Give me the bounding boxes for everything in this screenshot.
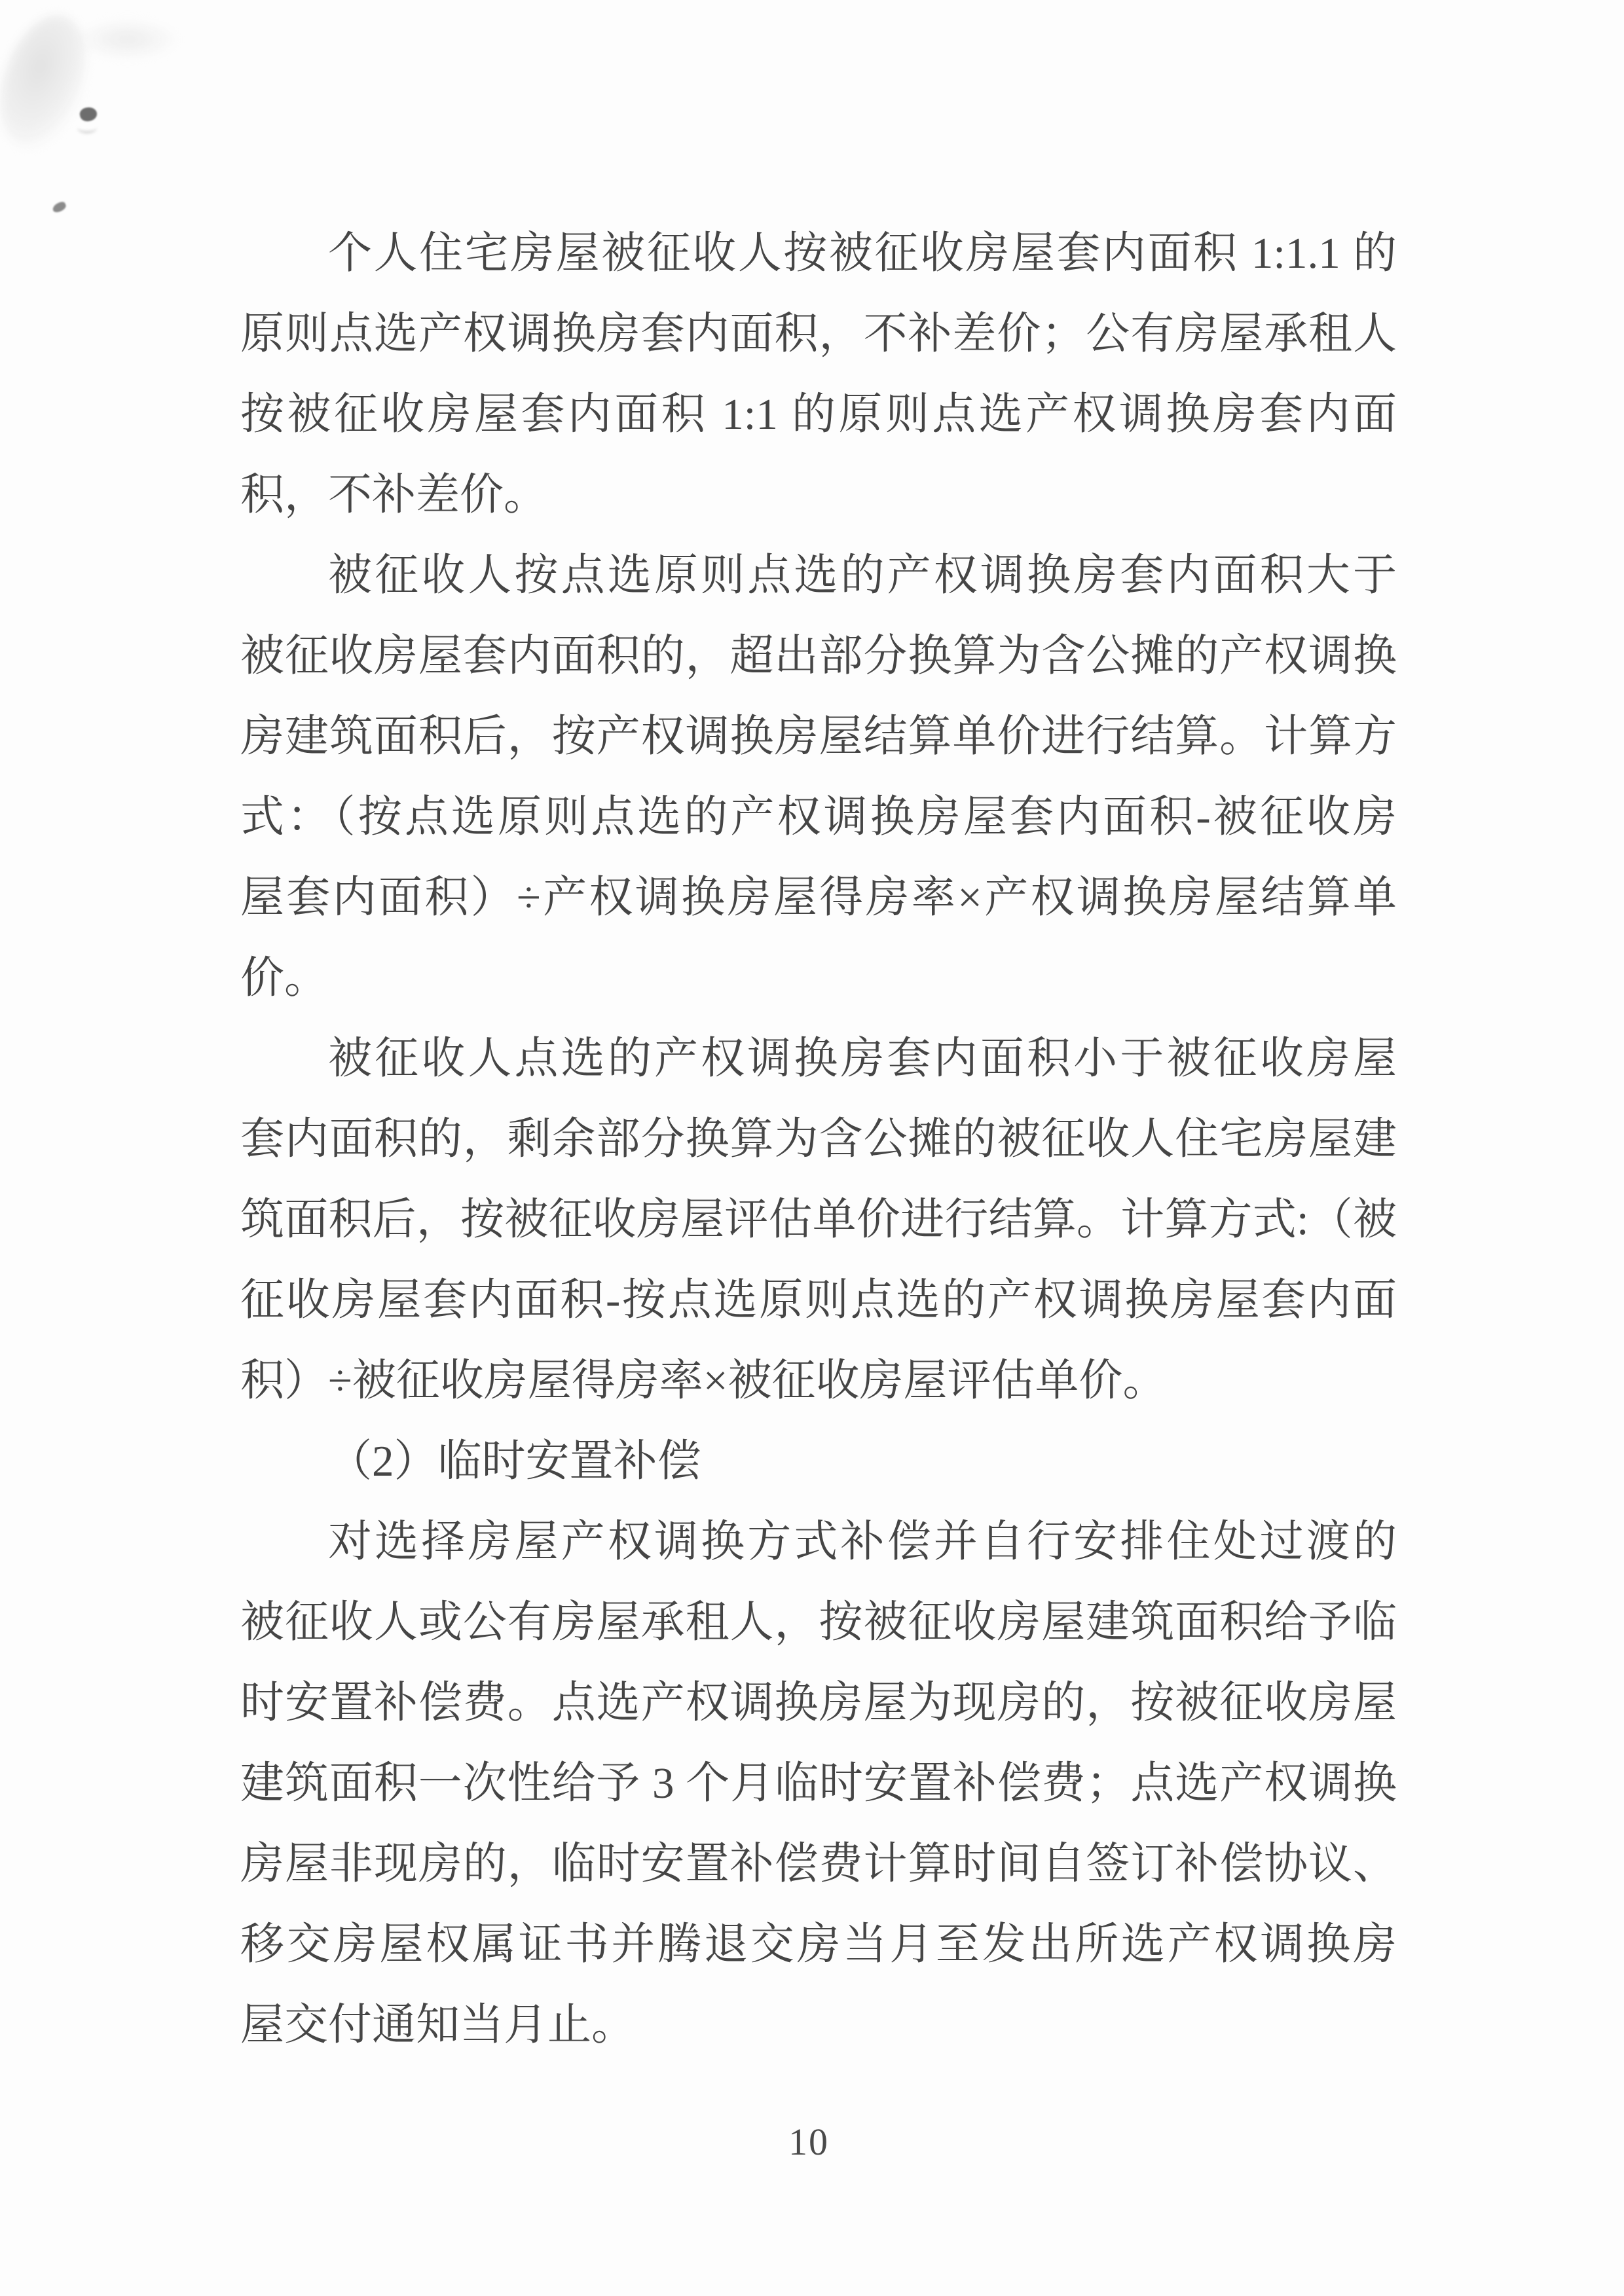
text-line: 屋交付通知当月止。 <box>240 2001 635 2049</box>
text-line: 积）÷被征收房屋得房率×被征收房屋评估单价。 <box>240 1357 1167 1405</box>
text-line: 筑面积后，按被征收房屋评估单价进行结算。计算方式:（被 <box>240 1195 1397 1244</box>
text-line: 按被征收房屋套内面积 1:1 的原则点选产权调换房套内面 <box>240 390 1397 439</box>
text-line: 移交房屋权属证书并腾退交房当月至发出所选产权调换房 <box>240 1920 1397 1969</box>
text-line: 积，不补差价。 <box>240 471 547 519</box>
text-line: 套内面积的，剩余部分换算为含公摊的被征收人住宅房屋建 <box>240 1115 1397 1163</box>
text-line: 房建筑面积后，按产权调换房屋结算单价进行结算。计算方 <box>240 712 1397 761</box>
text-line: 被征收房屋套内面积的，超出部分换算为含公摊的产权调换 <box>240 632 1397 680</box>
text-line: 征收房屋套内面积-按点选原则点选的产权调换房屋套内面 <box>240 1276 1397 1324</box>
text-line: 原则点选产权调换房套内面积，不补差价；公有房屋承租人 <box>240 310 1397 358</box>
text-line: （2）临时安置补偿 <box>328 1437 701 1485</box>
text-line: 个人住宅房屋被征收人按被征收房屋套内面积 1:1.1 的 <box>328 229 1397 278</box>
text-line: 价。 <box>240 954 328 1002</box>
text-line: 对选择房屋产权调换方式补偿并自行安排住处过渡的 <box>328 1518 1397 1566</box>
scan-smudge <box>0 5 102 160</box>
text-line: 被征收人点选的产权调换房套内面积小于被征收房屋 <box>328 1034 1397 1083</box>
text-line: 式：（按点选原则点选的产权调换房屋套内面积-被征收房 <box>240 793 1397 841</box>
text-line: 时安置补偿费。点选产权调换房屋为现房的，按被征收房屋 <box>240 1679 1397 1727</box>
page-number: 10 <box>788 2121 829 2163</box>
scan-smudge <box>79 20 177 59</box>
text-block <box>240 213 1397 2066</box>
text-line: 建筑面积一次性给予 3 个月临时安置补偿费；点选产权调换 <box>240 1759 1397 1808</box>
text-line: 被征收人或公有房屋承租人，按被征收房屋建筑面积给予临 <box>240 1598 1397 1647</box>
scan-speck <box>79 106 98 123</box>
text-line: 屋套内面积）÷产权调换房屋得房率×产权调换房屋结算单 <box>240 873 1397 922</box>
text-line: 房屋非现房的，临时安置补偿费计算时间自签订补偿协议、 <box>240 1840 1397 1888</box>
scan-speck <box>51 200 67 214</box>
scan-speck <box>77 122 97 134</box>
text-line: 被征收人按点选原则点选的产权调换房套内面积大于 <box>328 551 1397 600</box>
